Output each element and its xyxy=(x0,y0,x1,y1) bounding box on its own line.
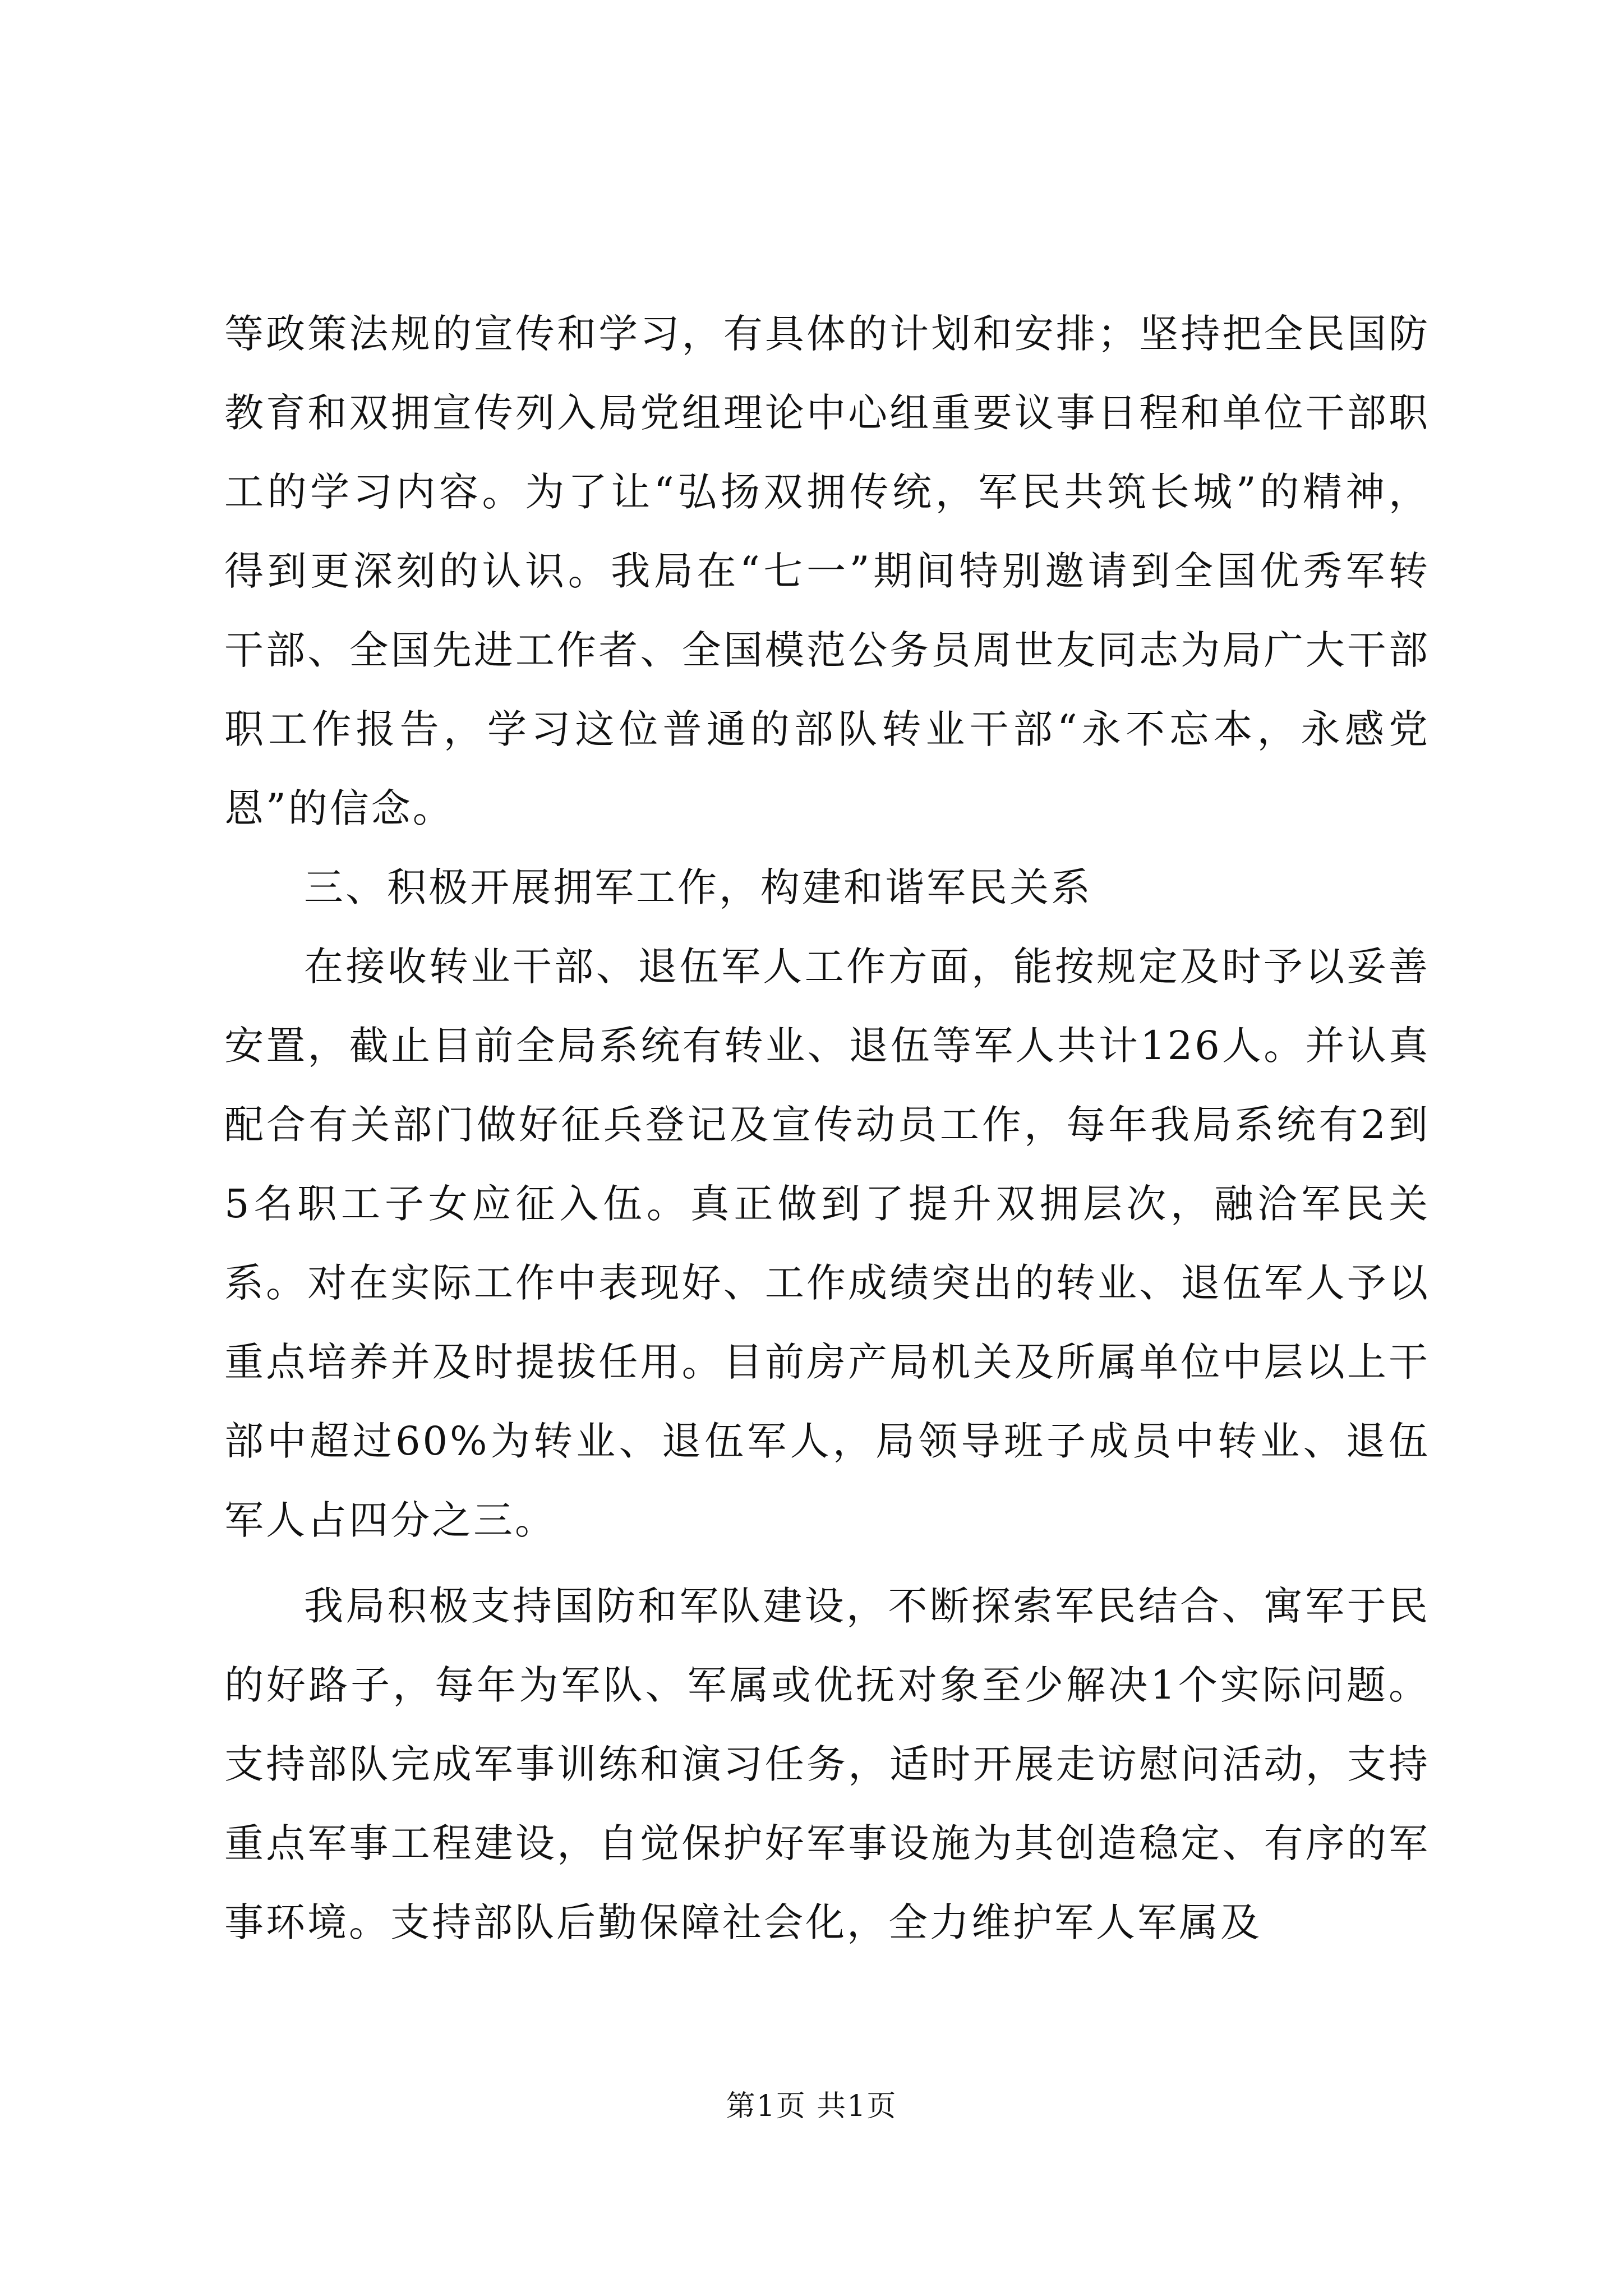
page-footer: 第1页 共1页 xyxy=(726,2090,897,2123)
paragraph-national-defense-support: 我局积极支持国防和军队建设，不断探索军民结合、寓军于民的好路子，每年为军队、军属或优抚对象至少解决1个实际问题。支持部队完成军事训练和演习任务，适时开展走访慰问活动，支持重点军事工程建设，自觉保护好军事设施为其创造稳定、有序的军事环境。支持部队后勤保障社会化，全力维护军人军属及 xyxy=(224,1583,1430,1945)
paragraph-veteran-placement: 在接收转业干部、退伍军人工作方面，能按规定及时予以妥善安置，截止目前全局系统有转业、退伍等军人共计126人。并认真配合有关部门做好征兵登记及宣传动员工作，每年我局系统有2到5名职工子女应征入伍。真正做到了提升双拥层次，融洽军民关系。对在实际工作中表现好、工作成绩突出的转业、退伍军人予以重点培养并及时提拔任用。目前房产局机关及所属单位中层以上干部中超过60%为转业、退伍军人，局领导班子成员中转业、退伍军人占四分之三。 xyxy=(224,944,1430,1543)
section-heading-support-army: 三、积极开展拥军工作，构建和谐军民关系 xyxy=(304,864,1092,910)
document-body xyxy=(224,295,1430,1962)
paragraph-policy-study: 等政策法规的宣传和学习，有具体的计划和安排；坚持把全民国防教育和双拥宣传列入局党组理论中心组重要议事日程和单位干部职工的学习内容。为了让“弘扬双拥传统，军民共筑长城”的精神，得到更深刻的认识。我局在“七一”期间特别邀请到全国优秀军转干部、全国先进工作者、全国模范公务员周世友同志为局广大干部职工作报告，学习这位普通的部队转业干部“永不忘本，永感党恩”的信念。 xyxy=(224,311,1430,831)
